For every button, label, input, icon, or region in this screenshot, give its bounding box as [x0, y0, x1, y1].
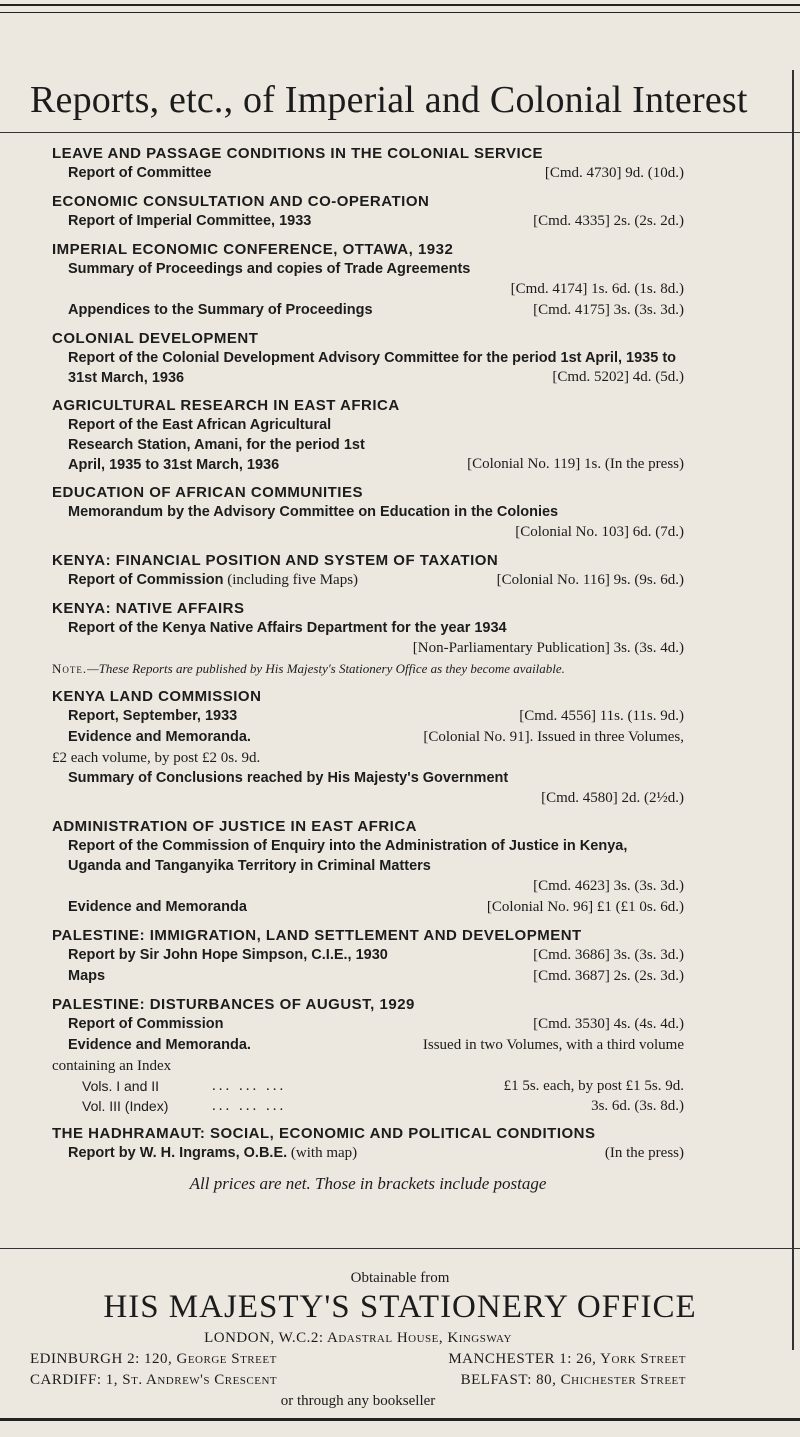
entry-title: Report by W. H. Ingrams, O.B.E. [68, 1145, 288, 1161]
entry-title: Report, September, 1933 [68, 708, 238, 724]
address-belfast: BELFAST: 80, Chichester Street [460, 1372, 686, 1388]
entry [52, 300, 684, 321]
entry-reference: [Cmd. 5202] 4d. (5d.) [552, 369, 684, 385]
entry-reference: [Colonial No. 103] 6d. (7d.) [515, 524, 684, 540]
report-list [52, 144, 684, 1194]
section-title: KENYA LAND COMMISSION [52, 688, 262, 705]
entry-title: Evidence and Memoranda [68, 899, 247, 915]
entry-title: Report of Imperial Committee, 1933 [68, 213, 312, 229]
entry-title: Summary of Proceedings and copies of Trade Agreements [68, 261, 471, 277]
entry-title: Memorandum by the Advisory Committee on Education in the Colonies [68, 504, 559, 520]
entry-title: Evidence and Memoranda. [68, 1037, 251, 1053]
section-education [52, 483, 684, 543]
entry [52, 1143, 684, 1164]
section-kenya-land [52, 687, 684, 809]
entry-title: Report of Commission [68, 572, 224, 588]
address-edinburgh: EDINBURGH 2: 120, George Street [30, 1351, 277, 1367]
section-title: LEAVE AND PASSAGE CONDITIONS IN THE COLONIAL SERVICE [52, 145, 544, 162]
publisher-block [0, 1270, 800, 1326]
volume-line [52, 1096, 684, 1116]
top-border-rule [0, 4, 800, 13]
entry-title: Report of the Kenya Native Affairs Department for the year 1934 [68, 620, 507, 636]
entry [52, 706, 684, 727]
address-cardiff: CARDIFF: 1, St. Andrew's Crescent [30, 1372, 278, 1388]
address-row [30, 1370, 686, 1391]
entry-reference: [Cmd. 3530] 4s. (4s. 4d.) [533, 1016, 684, 1032]
section-colonial-development [52, 329, 684, 388]
section-title: ECONOMIC CONSULTATION AND CO-OPERATION [52, 193, 430, 210]
entry-reference: [Colonial No. 119] 1s. (In the press) [467, 456, 684, 472]
entry [52, 966, 684, 987]
entry [52, 570, 684, 591]
page-title: Reports, etc., of Imperial and Colonial Interest [30, 79, 748, 121]
section-palestine-immigration [52, 926, 684, 987]
section-economic-consultation [52, 192, 684, 232]
footer-divider [0, 1248, 800, 1249]
entry-title: Report of Committee [68, 165, 212, 181]
entry-reference: [Cmd. 3687] 2s. (2s. 3d.) [533, 968, 684, 984]
section-title: PALESTINE: IMMIGRATION, LAND SETTLEMENT AND DEVELOPMENT [52, 927, 582, 944]
entry-reference: [Cmd. 4623] 3s. (3s. 3d.) [533, 878, 684, 894]
section-title: ADMINISTRATION OF JUSTICE IN EAST AFRICA [52, 818, 417, 835]
entry-continuation: £2 each volume, by post £2 0s. 9d. [52, 750, 261, 766]
entry-title: Maps [68, 968, 106, 984]
section-agricultural-research [52, 396, 684, 475]
address-row [30, 1349, 686, 1370]
entry-reference: [Cmd. 4174] 1s. 6d. (1s. 8d.) [510, 281, 684, 297]
section-hadhramaut [52, 1124, 684, 1164]
entry-reference: [Cmd. 4580] 2d. (2½d.) [541, 790, 684, 806]
section-title: KENYA: FINANCIAL POSITION AND SYSTEM OF TAXATION [52, 552, 499, 569]
header-divider [0, 132, 800, 133]
entry-title: Report of the Colonial Development Advisory Committee for the period 1st April, 1935 to 31st March, 1936 [68, 350, 677, 386]
entry-continuation: containing an Index [52, 1058, 172, 1074]
entry-reference: [Cmd. 3686] 3s. (3s. 3d.) [533, 947, 684, 963]
note [52, 659, 684, 679]
section-title: EDUCATION OF AFRICAN COMMUNITIES [52, 484, 363, 501]
entry-reference: [Cmd. 4730] 9d. (10d.) [544, 165, 684, 181]
section-justice-east-africa [52, 817, 684, 918]
address-manchester: MANCHESTER 1: 26, York Street [448, 1351, 686, 1367]
section-kenya-native [52, 599, 684, 679]
section-leave-passage [52, 144, 684, 184]
leader-dots: ... ... ... [212, 1098, 287, 1114]
entry-title: Summary of Conclusions reached by His Majesty's Government [68, 770, 509, 786]
volume-price: £1 5s. each, by post £1 5s. 9d. [503, 1078, 684, 1094]
section-title: KENYA: NATIVE AFFAIRS [52, 600, 245, 617]
entry [52, 897, 684, 918]
bottom-border-rule [0, 1418, 800, 1421]
note-text: —These Reports are published by His Majesty's Stationery Office as they become available. [87, 661, 565, 676]
note-label: Note. [52, 661, 88, 676]
entry [52, 945, 684, 966]
entry-title: Appendices to the Summary of Proceedings [68, 302, 373, 318]
entry-reference: (In the press) [604, 1145, 684, 1161]
entry-reference: [Cmd. 4556] 11s. (11s. 9d.) [519, 708, 684, 724]
entry [52, 1014, 684, 1035]
right-margin-rule [792, 70, 794, 1350]
entry-reference: [Non-Parliamentary Publication] 3s. (3s. 4d.) [412, 640, 684, 656]
leader-dots: ... ... ... [212, 1078, 287, 1094]
section-ottawa-conference [52, 240, 684, 321]
section-title: IMPERIAL ECONOMIC CONFERENCE, OTTAWA, 1932 [52, 241, 454, 258]
entry-title: Evidence and Memoranda. [68, 729, 251, 745]
entry-title: Report of the East African Agricultural Research Station, Amani, for the period 1st April, 1935 to 31st March, 1936 [68, 417, 365, 473]
entry [52, 727, 684, 748]
bookseller-note: or through any bookseller [280, 1393, 436, 1409]
address-london: LONDON, W.C.2: Adastral House, Kingsway [204, 1330, 512, 1346]
section-title: COLONIAL DEVELOPMENT [52, 330, 259, 347]
entry-title: Report of the Commission of Enquiry into the Administration of Justice in Kenya, Uganda and Tanganyika Territory in Criminal Matters [68, 838, 628, 874]
entry [52, 211, 684, 232]
entry-note: (with map) [290, 1145, 358, 1161]
volume-label: Vol. III (Index) [82, 1098, 169, 1114]
volume-label: Vols. I and II [82, 1078, 160, 1094]
entry-reference: [Colonial No. 96] £1 (£1 0s. 6d.) [486, 899, 684, 915]
publisher-addresses [30, 1328, 686, 1412]
section-title: AGRICULTURAL RESEARCH IN EAST AFRICA [52, 397, 400, 414]
entry [52, 1035, 684, 1056]
section-kenya-financial [52, 551, 684, 591]
entry [52, 163, 684, 184]
entry-title: Report of Commission [68, 1016, 224, 1032]
price-footnote: All prices are net. Those in brackets include postage [189, 1174, 547, 1193]
publisher-name: HIS MAJESTY'S STATIONERY OFFICE [103, 1289, 697, 1325]
obtainable-label: Obtainable from [350, 1270, 450, 1286]
entry-title: Report by Sir John Hope Simpson, C.I.E., 1930 [68, 947, 388, 963]
volume-line [52, 1076, 684, 1096]
entry-reference: [Colonial No. 116] 9s. (9s. 6d.) [496, 572, 684, 588]
section-title: PALESTINE: DISTURBANCES OF AUGUST, 1929 [52, 996, 415, 1013]
entry-note: (including five Maps) [227, 572, 359, 588]
entry-reference: [Cmd. 4335] 2s. (2s. 2d.) [533, 213, 684, 229]
entry-reference: [Cmd. 4175] 3s. (3s. 3d.) [533, 302, 684, 318]
volume-price: 3s. 6d. (3s. 8d.) [591, 1098, 684, 1114]
section-palestine-disturbances [52, 995, 684, 1116]
section-title: THE HADHRAMAUT: SOCIAL, ECONOMIC AND POLITICAL CONDITIONS [52, 1125, 596, 1142]
entry-detail: Issued in two Volumes, with a third volume [422, 1037, 684, 1053]
entry-detail: [Colonial No. 91]. Issued in three Volumes, [423, 729, 684, 745]
